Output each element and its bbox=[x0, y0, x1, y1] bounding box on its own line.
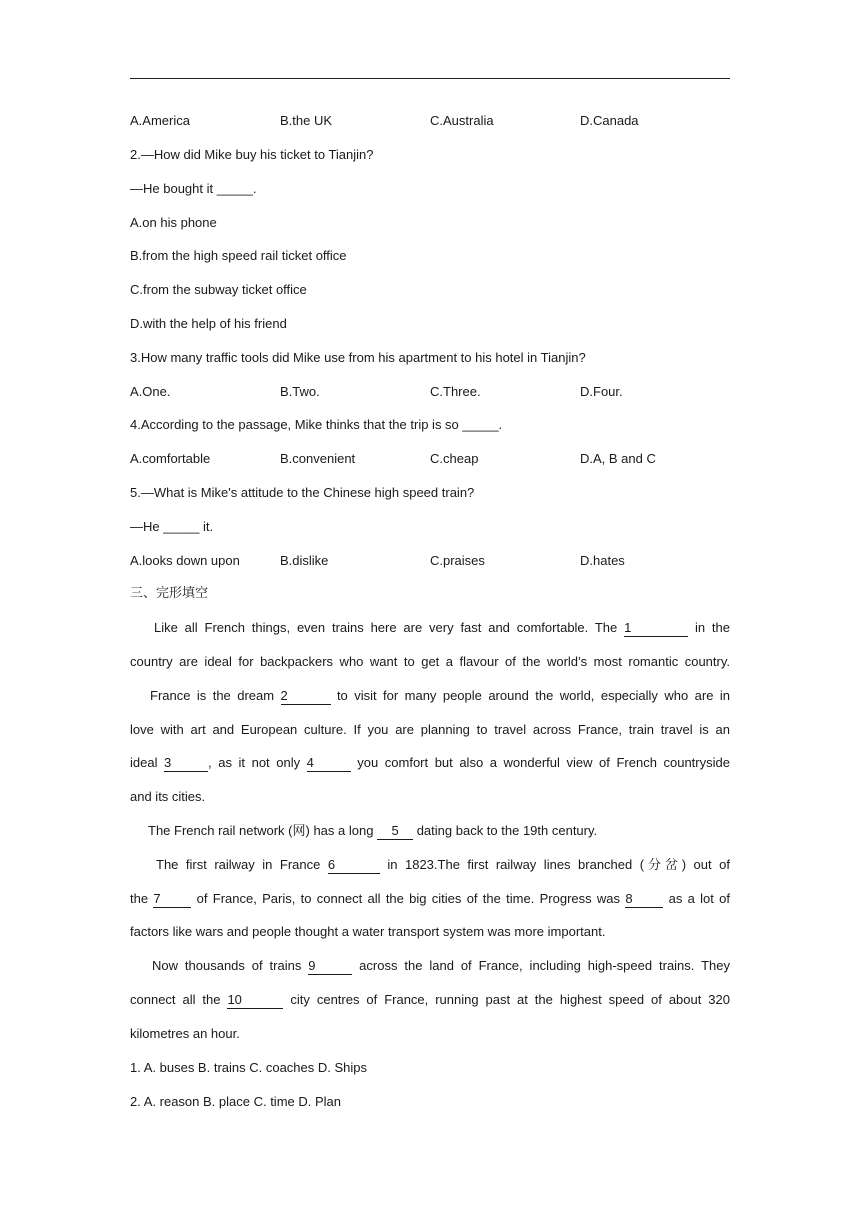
q3-option-c: C.Three. bbox=[430, 384, 481, 399]
q2-option-b: B.from the high speed rail ticket office bbox=[130, 248, 347, 263]
passage-line-12: connect all the 10 city centres of France, running past at the highest speed of about 320 bbox=[130, 992, 730, 1007]
q2-option-c: C.from the subway ticket office bbox=[130, 282, 307, 297]
q5-stem: 5.—What is Mike's attitude to the Chinese high speed train? bbox=[130, 485, 475, 500]
q2-answer-line: —He bought it _____. bbox=[130, 181, 257, 196]
blank-2: 2 bbox=[281, 688, 331, 705]
passage-line-8: The first railway in France 6 in 1823.The first railway lines branched (分岔) out of bbox=[156, 857, 730, 873]
header-rule bbox=[130, 78, 730, 79]
blank-7: 7 bbox=[153, 891, 191, 908]
q5-options bbox=[130, 551, 730, 571]
blank-4: 4 bbox=[307, 755, 351, 772]
q1-options bbox=[130, 111, 730, 131]
q5-option-a: A.looks down upon bbox=[130, 553, 240, 568]
q2-stem: 2.—How did Mike buy his ticket to Tianjin? bbox=[130, 147, 374, 162]
passage-line-5: ideal 3 , as it not only 4 you comfort but also a wonderful view of French countryside bbox=[130, 755, 730, 770]
q5-option-d: D.hates bbox=[580, 553, 625, 568]
q1-option-a: A.America bbox=[130, 113, 190, 128]
q4-option-c: C.cheap bbox=[430, 451, 479, 466]
q4-stem: 4.According to the passage, Mike thinks that the trip is so _____. bbox=[130, 417, 503, 432]
passage-line-13: kilometres an hour. bbox=[130, 1026, 240, 1041]
passage-line-6: and its cities. bbox=[130, 789, 206, 804]
blank-5: 5 bbox=[377, 823, 413, 840]
q3-option-d: D.Four. bbox=[580, 384, 623, 399]
blank-9: 9 bbox=[308, 958, 352, 975]
passage-line-3: France is the dream 2 to visit for many people around the world, especially who are in bbox=[150, 688, 730, 703]
blank-10: 10 bbox=[227, 992, 283, 1009]
passage-line-4: love with art and European culture. If you are planning to travel across France, train travel is an bbox=[130, 722, 730, 737]
passage-line-10: factors like wars and people thought a water transport system was more important. bbox=[130, 924, 606, 939]
q3-options bbox=[130, 382, 730, 402]
passage-line-2: country are ideal for backpackers who want to get a flavour of the world’s most romantic country. bbox=[130, 654, 730, 669]
blank-8: 8 bbox=[625, 891, 663, 908]
q3-option-b: B.Two. bbox=[280, 384, 320, 399]
q5-option-c: C.praises bbox=[430, 553, 485, 568]
blank-1: 1 bbox=[624, 620, 688, 637]
passage-line-11: Now thousands of trains 9 across the land of France, including high-speed trains. They bbox=[152, 958, 730, 973]
cloze-option-1: 1. A. buses B. trains C. coaches D. Ships bbox=[130, 1060, 368, 1075]
q3-stem: 3.How many traffic tools did Mike use from his apartment to his hotel in Tianjin? bbox=[130, 350, 586, 365]
blank-3: 3 bbox=[164, 755, 208, 772]
q4-option-b: B.convenient bbox=[280, 451, 356, 466]
q1-option-c: C.Australia bbox=[430, 113, 494, 128]
passage-line-9: the 7 of France, Paris, to connect all the big cities of the time. Progress was 8 as a lot of bbox=[130, 891, 730, 906]
q1-option-d: D.Canada bbox=[580, 113, 639, 128]
q3-option-a: A.One. bbox=[130, 384, 171, 399]
q4-options bbox=[130, 449, 730, 469]
passage-line-7: The French rail network (网) has a long 5 dating back to the 19th century. bbox=[148, 823, 598, 839]
passage-line-1: Like all French things, even trains here are very fast and comfortable. The 1 in the bbox=[154, 620, 730, 635]
q4-option-a: A.comfortable bbox=[130, 451, 211, 466]
q5-option-b: B.dislike bbox=[280, 553, 329, 568]
cloze-option-2: 2. A. reason B. place C. time D. Plan bbox=[130, 1094, 341, 1109]
q2-option-d: D.with the help of his friend bbox=[130, 316, 287, 331]
q2-option-a: A.on his phone bbox=[130, 215, 217, 230]
q1-option-b: B.the UK bbox=[280, 113, 333, 128]
section-title: 三、完形填空 bbox=[130, 586, 209, 601]
blank-6: 6 bbox=[328, 857, 380, 874]
q5-answer-line: —He _____ it. bbox=[130, 519, 214, 534]
q4-option-d: D.A, B and C bbox=[580, 451, 656, 466]
